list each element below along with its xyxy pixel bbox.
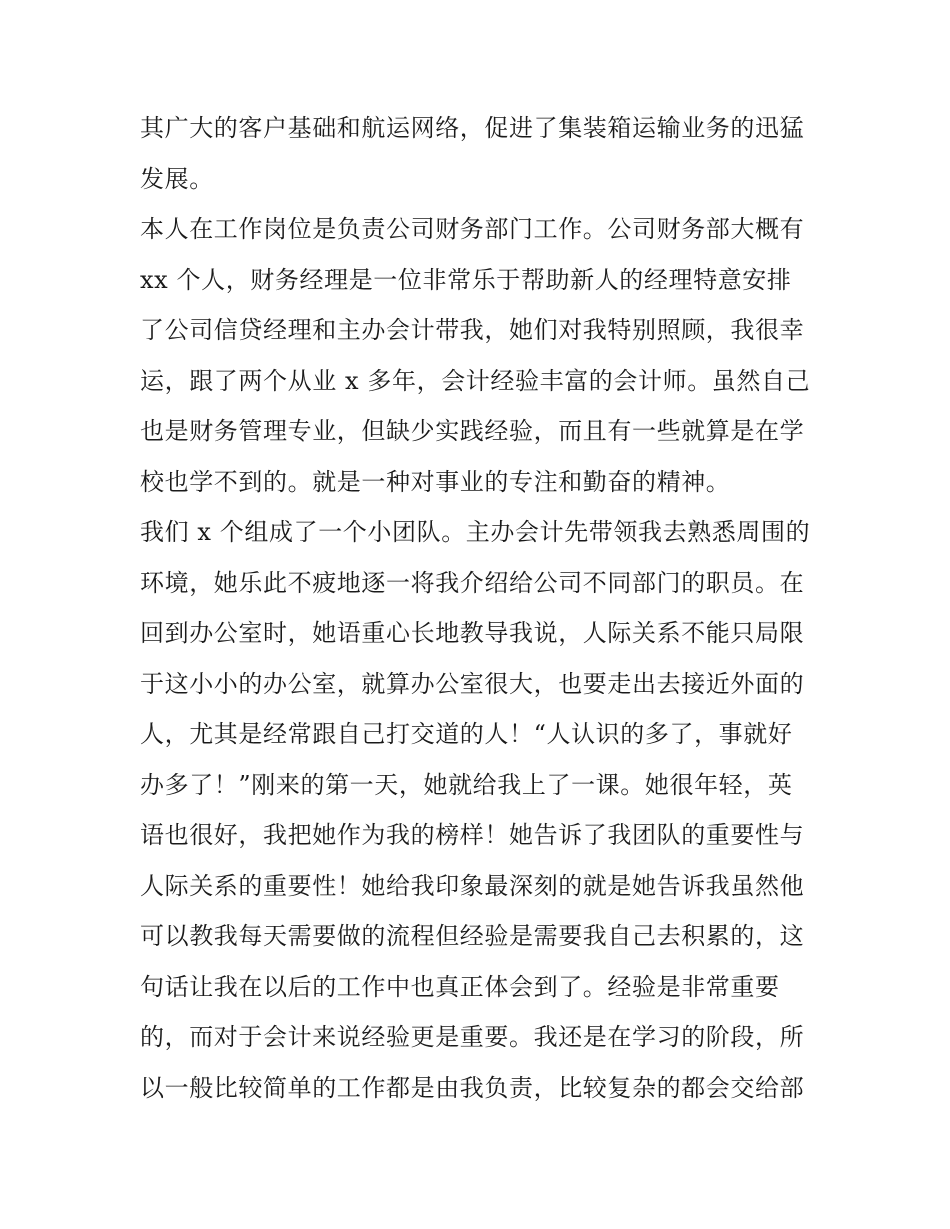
text-line: 也是财务管理专业，但缺少实践经验，而且有一些就算是在学	[140, 417, 805, 445]
text-line: 人际关系的重要性！她给我印象最深刻的就是她告诉我虽然他	[140, 871, 805, 900]
text-line: 其广大的客户基础和航运网络，促进了集装箱运输业务的迅猛	[140, 114, 805, 142]
text-line: xx 个人，财务经理是一位非常乐于帮助新人的经理特意安排	[140, 265, 792, 294]
text-line: 的，而对于会计来说经验更是重要。我还是在学习的阶段，所	[140, 1023, 805, 1051]
text-line: 人，尤其是经常跟自己打交道的人！“人认识的多了，事就好	[140, 720, 793, 748]
text-line: 以一般比较简单的工作都是由我负责，比较复杂的都会交给部	[140, 1073, 805, 1102]
text-line: 运，跟了两个从业 x 多年，会计经验丰富的会计师。虽然自己	[140, 366, 811, 395]
text-line: 本人在工作岗位是负责公司财务部门工作。公司财务部大概有	[140, 215, 805, 243]
text-line: 回到办公室时，她语重心长地教导我说，人际关系不能只局限	[140, 619, 805, 647]
text-line: 句话让我在以后的工作中也真正体会到了。经验是非常重要	[140, 972, 780, 1001]
document-body	[140, 103, 820, 1113]
text-line: 了公司信贷经理和主办会计带我，她们对我特别照顾，我很幸	[140, 316, 805, 344]
text-line: 校也学不到的。就是一种对事业的专注和勤奋的精神。	[140, 467, 731, 496]
text-line: 办多了！”刚来的第一天，她就给我上了一课。她很年轻，英	[140, 770, 793, 799]
text-line: 发展。	[140, 164, 214, 193]
text-line: 我们 x 个组成了一个小团队。主办会计先带领我去熟悉周围的	[140, 518, 811, 546]
text-line: 语也很好，我把她作为我的榜样！她告诉了我团队的重要性与	[140, 821, 805, 849]
text-line: 环境，她乐此不疲地逐一将我介绍给公司不同部门的职员。在	[140, 568, 805, 597]
text-line: 于这小小的办公室，就算办公室很大，也要走出去接近外面的	[140, 669, 805, 698]
text-line: 可以教我每天需要做的流程但经验是需要我自己去积累的，这	[140, 922, 805, 950]
